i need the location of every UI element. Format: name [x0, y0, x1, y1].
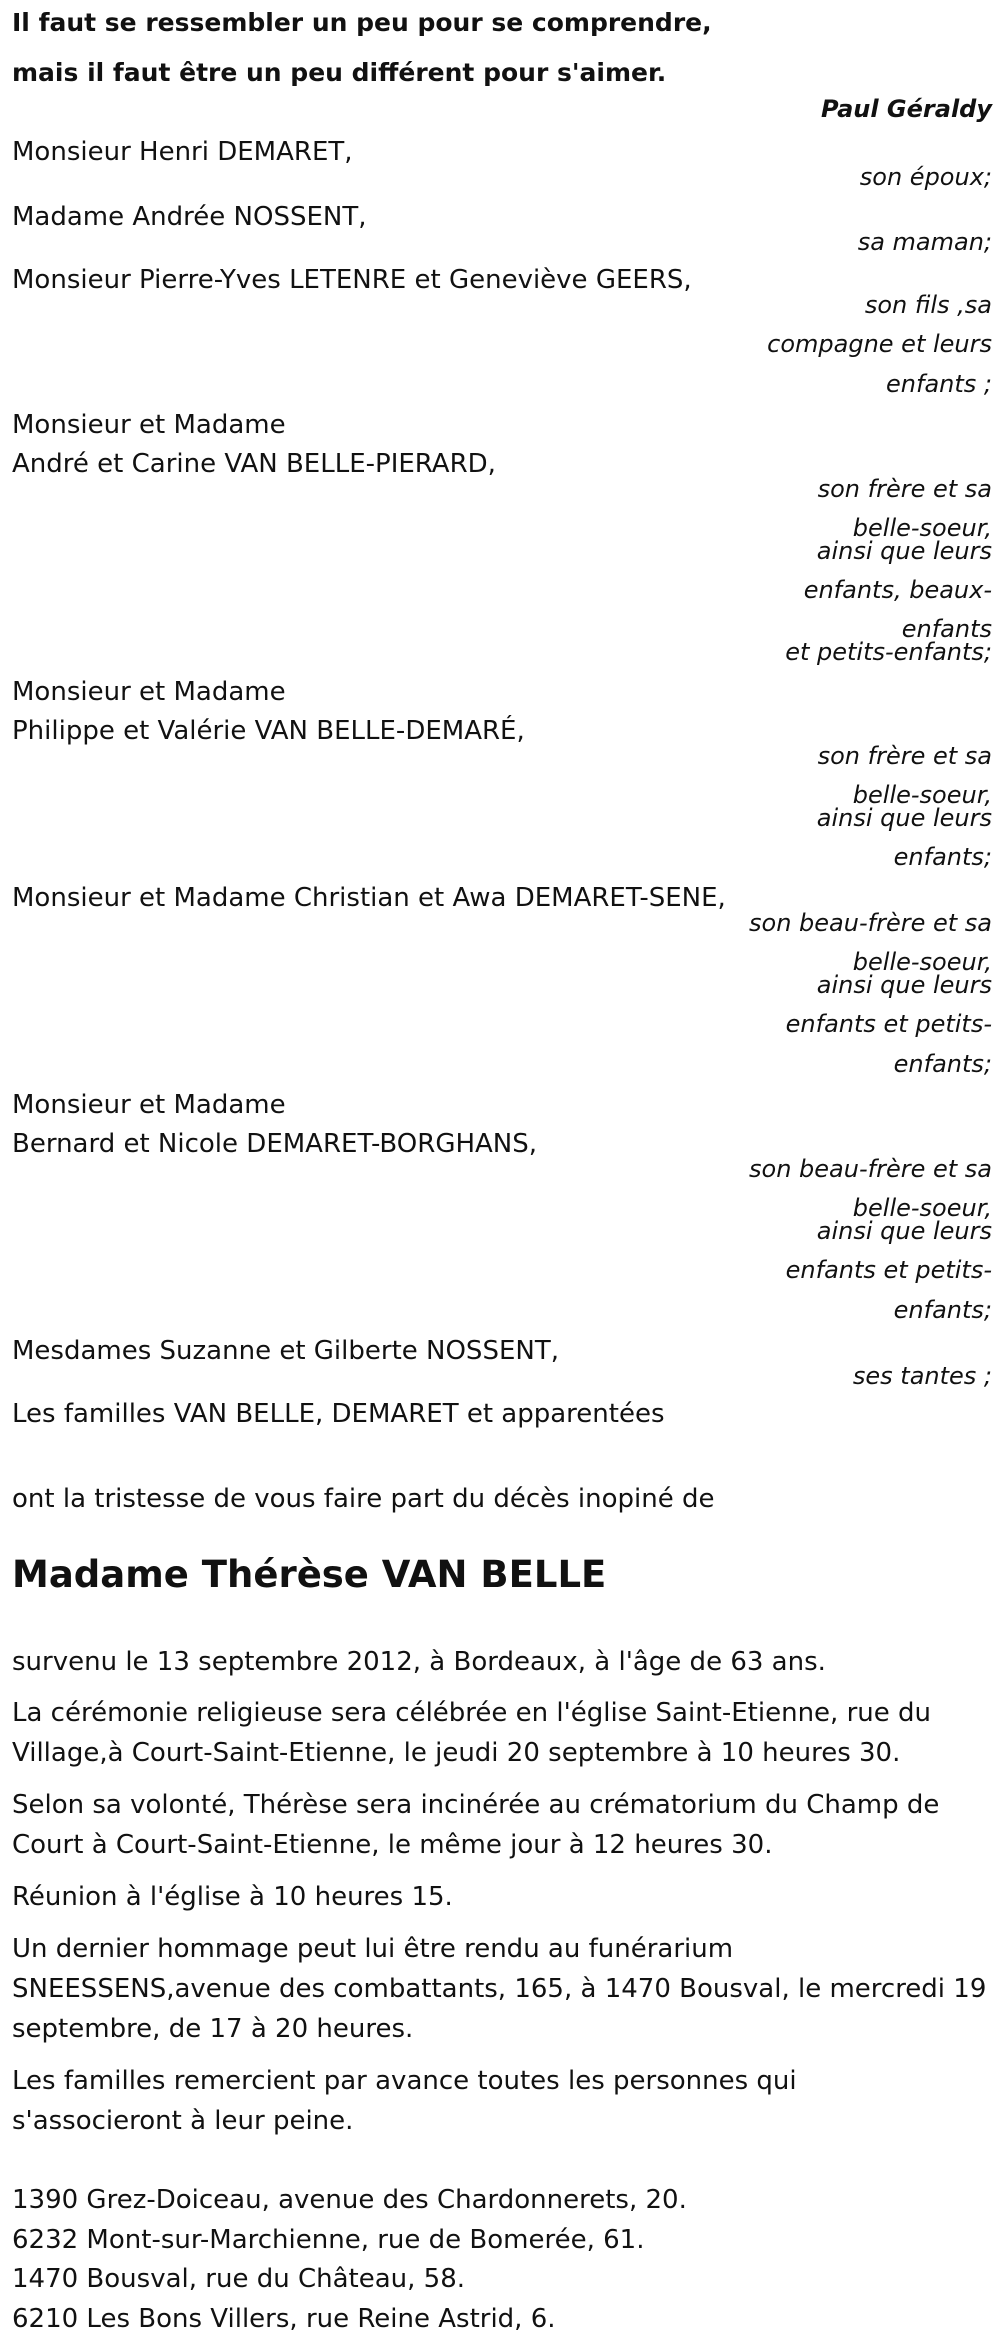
family-name-line: Bernard et Nicole DEMARET-BORGHANS,	[12, 1129, 538, 1159]
detail-line: Réunion à l'église à 10 heures 15.	[12, 1882, 453, 1912]
deceased-name: Madame Thérèse VAN BELLE	[12, 1553, 607, 1596]
family-relation-line: enfants et petits-	[785, 1010, 992, 1038]
family-relation-line: ses tantes ;	[852, 1362, 992, 1390]
address-line: 6232 Mont-sur-Marchienne, rue de Bomerée, 61.	[12, 2225, 645, 2255]
detail-line: survenu le 13 septembre 2012, à Bordeaux, à l'âge de 63 ans.	[12, 1647, 826, 1677]
family-name-line: Madame Andrée NOSSENT,	[12, 202, 367, 232]
family-relation-line: ainsi que leurs	[816, 971, 992, 999]
detail-line: septembre, de 17 à 20 heures.	[12, 2014, 414, 2044]
family-relation-line: compagne et leurs	[767, 330, 992, 358]
family-name-line: Monsieur Henri DEMARET,	[12, 137, 353, 167]
address-line: 1390 Grez-Doiceau, avenue des Chardonnerets, 20.	[12, 2185, 687, 2215]
family-relation-line: son fils ,sa	[864, 291, 992, 319]
family-relation-line: son frère et sa	[817, 475, 992, 503]
detail-line: s'associeront à leur peine.	[12, 2106, 354, 2136]
family-relation-line: belle-soeur,	[852, 1194, 992, 1222]
address-line: 1470 Bousval, rue du Château, 58.	[12, 2264, 465, 2294]
detail-line: Un dernier hommage peut lui être rendu au funérarium	[12, 1934, 734, 1964]
family-relation-line: son beau-frère et sa	[749, 1155, 992, 1183]
family-relation-line: enfants	[901, 615, 992, 643]
family-name-line: Monsieur Pierre-Yves LETENRE et Geneviève GEERS,	[12, 265, 692, 295]
detail-line: Selon sa volonté, Thérèse sera incinérée au crématorium du Champ de	[12, 1790, 940, 1820]
family-relation-line: son époux;	[859, 163, 992, 191]
family-relation-line: belle-soeur,	[852, 781, 992, 809]
family-name-line: Monsieur et Madame	[12, 677, 286, 707]
detail-line: SNEESSENS,avenue des combattants, 165, à 1470 Bousval, le mercredi 19	[12, 1974, 987, 2004]
detail-line: Les familles remercient par avance toutes les personnes qui	[12, 2066, 797, 2096]
announcement-text: ont la tristesse de vous faire part du décès inopiné de	[12, 1484, 715, 1514]
quote-line-1: Il faut se ressembler un peu pour se comprendre,	[12, 8, 712, 37]
family-name-line: Monsieur et Madame	[12, 1090, 286, 1120]
address-line: 6210 Les Bons Villers, rue Reine Astrid, 6.	[12, 2304, 556, 2334]
family-relation-line: belle-soeur,	[852, 514, 992, 542]
family-relation-line: belle-soeur,	[852, 948, 992, 976]
quote-author: Paul Géraldy	[821, 95, 992, 123]
family-relation-line: enfants;	[893, 843, 992, 871]
family-relation-line: ainsi que leurs	[816, 537, 992, 565]
family-name-line: Monsieur et Madame	[12, 410, 286, 440]
family-relation-line: sa maman;	[857, 228, 992, 256]
quote-line-2: mais il faut être un peu différent pour s'aimer.	[12, 58, 667, 87]
family-name-line: Mesdames Suzanne et Gilberte NOSSENT,	[12, 1336, 559, 1366]
family-relation-line: enfants et petits-	[785, 1256, 992, 1284]
family-relation-line: enfants ;	[886, 370, 992, 398]
family-name-line: Monsieur et Madame Christian et Awa DEMARET-SENE,	[12, 883, 726, 913]
family-relation-line: enfants;	[893, 1296, 992, 1324]
family-name-line: Philippe et Valérie VAN BELLE-DEMARÉ,	[12, 716, 525, 746]
family-relation-line: ainsi que leurs	[816, 1217, 992, 1245]
detail-line: La cérémonie religieuse sera célébrée en l'église Saint-Etienne, rue du	[12, 1698, 931, 1728]
detail-line: Village,à Court-Saint-Etienne, le jeudi 20 septembre à 10 heures 30.	[12, 1738, 901, 1768]
family-name-line: Les familles VAN BELLE, DEMARET et apparentées	[12, 1399, 665, 1429]
family-relation-line: enfants;	[893, 1050, 992, 1078]
family-relation-line: et petits-enfants;	[785, 638, 992, 666]
detail-line: Court à Court-Saint-Etienne, le même jour à 12 heures 30.	[12, 1830, 773, 1860]
family-relation-line: son beau-frère et sa	[749, 909, 992, 937]
family-relation-line: enfants, beaux-	[803, 576, 992, 604]
family-name-line: André et Carine VAN BELLE-PIERARD,	[12, 449, 496, 479]
family-relation-line: ainsi que leurs	[816, 804, 992, 832]
family-relation-line: son frère et sa	[817, 742, 992, 770]
